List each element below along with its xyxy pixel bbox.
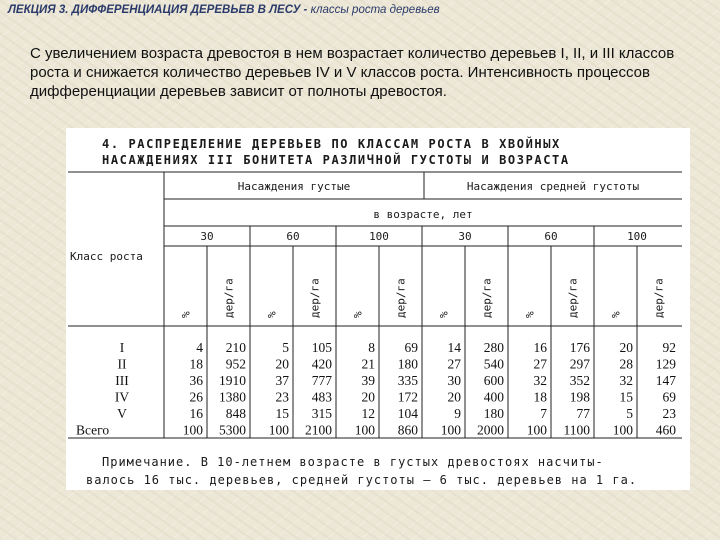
age-heading: 30 xyxy=(200,230,214,243)
growth-class-label: III xyxy=(115,373,129,388)
table-cell: 420 xyxy=(311,356,332,372)
table-cell: 2000 xyxy=(477,422,504,438)
table-cell: 5 xyxy=(282,340,289,355)
table-cell: 280 xyxy=(483,340,504,355)
age-heading: 60 xyxy=(544,230,558,243)
table-cell: 952 xyxy=(225,356,246,372)
lecture-subtitle: классы роста деревьев xyxy=(310,4,440,16)
table-cell: 400 xyxy=(483,389,504,405)
table-cell: 16 xyxy=(189,406,203,421)
unit-trees-per-ha-header: дер/га xyxy=(566,278,580,318)
age-heading: 60 xyxy=(286,230,300,243)
age-heading: 100 xyxy=(627,230,647,243)
growth-class-label: I xyxy=(119,340,125,355)
table-cell: 4 xyxy=(196,340,203,355)
table-cell: 39 xyxy=(361,373,375,388)
table-cell: 460 xyxy=(655,422,676,438)
age-heading: 30 xyxy=(458,230,472,243)
table-cell: 335 xyxy=(397,373,418,388)
table-cell: 32 xyxy=(533,373,547,388)
table-cell: 32 xyxy=(619,373,633,388)
table-cell: 30 xyxy=(447,373,461,388)
table-cell: 69 xyxy=(404,340,418,355)
unit-trees-per-ha-header: дер/га xyxy=(480,278,494,318)
table-cell: 18 xyxy=(533,389,547,405)
table-cell: 848 xyxy=(225,406,246,421)
unit-percent-header: % xyxy=(179,311,193,318)
table-caption-line2: НАСАЖДЕНИЯХ III БОНИТЕТА РАЗЛИЧНОЙ ГУСТОТЫ И ВОЗРАСТА xyxy=(102,153,570,167)
scanned-table-image xyxy=(66,128,690,490)
table-cell: 100 xyxy=(526,422,547,438)
unit-percent-header: % xyxy=(609,311,623,318)
table-cell: 172 xyxy=(397,389,418,405)
table-cell: 352 xyxy=(569,373,590,388)
table-cell: 23 xyxy=(275,389,289,405)
table-cell: 2100 xyxy=(305,422,332,438)
growth-class-label: II xyxy=(117,356,127,372)
table-note-line1: Примечание. В 10-летнем возрасте в густых древостоях насчиты- xyxy=(102,455,604,469)
table-cell: 100 xyxy=(612,422,633,438)
table-cell: 315 xyxy=(311,406,332,421)
table-cell: 777 xyxy=(311,373,332,388)
unit-trees-per-ha-header: дер/га xyxy=(394,278,408,318)
table-cell: 36 xyxy=(189,373,203,388)
age-heading: 100 xyxy=(369,230,389,243)
age-label: в возрасте, лет xyxy=(373,208,473,221)
table-cell: 20 xyxy=(275,356,289,372)
growth-class-label: Всего xyxy=(76,422,110,438)
table-cell: 100 xyxy=(182,422,203,438)
table-cell: 15 xyxy=(275,406,289,421)
table-cell: 23 xyxy=(662,406,676,421)
table-cell: 28 xyxy=(619,356,633,372)
table-cell: 26 xyxy=(189,389,203,405)
table-cell: 1910 xyxy=(219,373,246,388)
table-cell: 8 xyxy=(368,340,375,355)
table-cell: 600 xyxy=(483,373,504,388)
table-cell: 129 xyxy=(655,356,676,372)
lecture-title: ЛЕКЦИЯ 3. ДИФФЕРЕНЦИАЦИЯ ДЕРЕВЬЕВ В ЛЕСУ - xyxy=(8,4,308,16)
table-cell: 69 xyxy=(662,389,676,405)
table-cell: 7 xyxy=(540,406,547,421)
table-cell: 176 xyxy=(569,340,590,355)
table-cell: 15 xyxy=(619,389,633,405)
table-cell: 37 xyxy=(275,373,289,388)
table-cell: 1100 xyxy=(563,422,590,438)
table-cell: 21 xyxy=(361,356,375,372)
intro-paragraph: С увеличением возраста древостоя в нем возрастает количество деревьев I, II, и III классов роста и снижается количество деревьев IV и V классов роста. Интенсивность процессов дифференциации деревьев зависит от полноты древостоя. xyxy=(30,45,675,100)
unit-percent-header: % xyxy=(351,311,365,318)
growth-class-label: IV xyxy=(114,389,130,405)
table-cell: 100 xyxy=(354,422,375,438)
group-medium-label: Насаждения средней густоты xyxy=(466,180,640,193)
table-cell: 16 xyxy=(533,340,547,355)
table-cell: 1380 xyxy=(219,389,246,405)
lecture-heading xyxy=(8,4,440,16)
growth-class-label: V xyxy=(117,406,127,421)
table-cell: 105 xyxy=(311,340,332,355)
table-cell: 860 xyxy=(397,422,418,438)
table-cell: 147 xyxy=(655,373,676,388)
table-cell: 20 xyxy=(361,389,375,405)
unit-percent-header: % xyxy=(523,311,537,318)
table-cell: 198 xyxy=(569,389,590,405)
table-cell: 92 xyxy=(662,340,676,355)
table-cell: 27 xyxy=(533,356,547,372)
unit-percent-header: % xyxy=(265,311,279,318)
table-caption-line1: 4. РАСПРЕДЕЛЕНИЕ ДЕРЕВЬЕВ ПО КЛАССАМ РОСТА В ХВОЙНЫХ xyxy=(102,137,561,151)
table-cell: 540 xyxy=(483,356,504,372)
table-cell: 180 xyxy=(483,406,504,421)
table-cell: 483 xyxy=(311,389,332,405)
unit-trees-per-ha-header: дер/га xyxy=(308,278,322,318)
table-cell: 180 xyxy=(397,356,418,372)
table-cell: 5 xyxy=(626,406,633,421)
table-cell: 12 xyxy=(361,406,375,421)
unit-trees-per-ha-header: дер/га xyxy=(652,278,666,318)
table-cell: 210 xyxy=(225,340,246,355)
row-header-label: Класс роста xyxy=(70,250,143,263)
table-cell: 9 xyxy=(454,406,461,421)
table-cell: 77 xyxy=(576,406,590,421)
table-cell: 27 xyxy=(447,356,461,372)
table-cell: 20 xyxy=(447,389,461,405)
unit-trees-per-ha-header: дер/га xyxy=(222,278,236,318)
table-cell: 18 xyxy=(189,356,203,372)
unit-percent-header: % xyxy=(437,311,451,318)
table-note-line2: валось 16 тыс. деревьев, средней густоты — 6 тыс. деревьев на 1 га. xyxy=(86,473,638,487)
group-dense-label: Насаждения густые xyxy=(237,180,351,193)
table-cell: 14 xyxy=(447,340,461,355)
table-cell: 100 xyxy=(268,422,289,438)
table-cell: 297 xyxy=(569,356,590,372)
table-cell: 20 xyxy=(619,340,633,355)
table-cell: 100 xyxy=(440,422,461,438)
table-cell: 5300 xyxy=(219,422,246,438)
distribution-table xyxy=(66,128,690,490)
table-cell: 104 xyxy=(397,406,418,421)
